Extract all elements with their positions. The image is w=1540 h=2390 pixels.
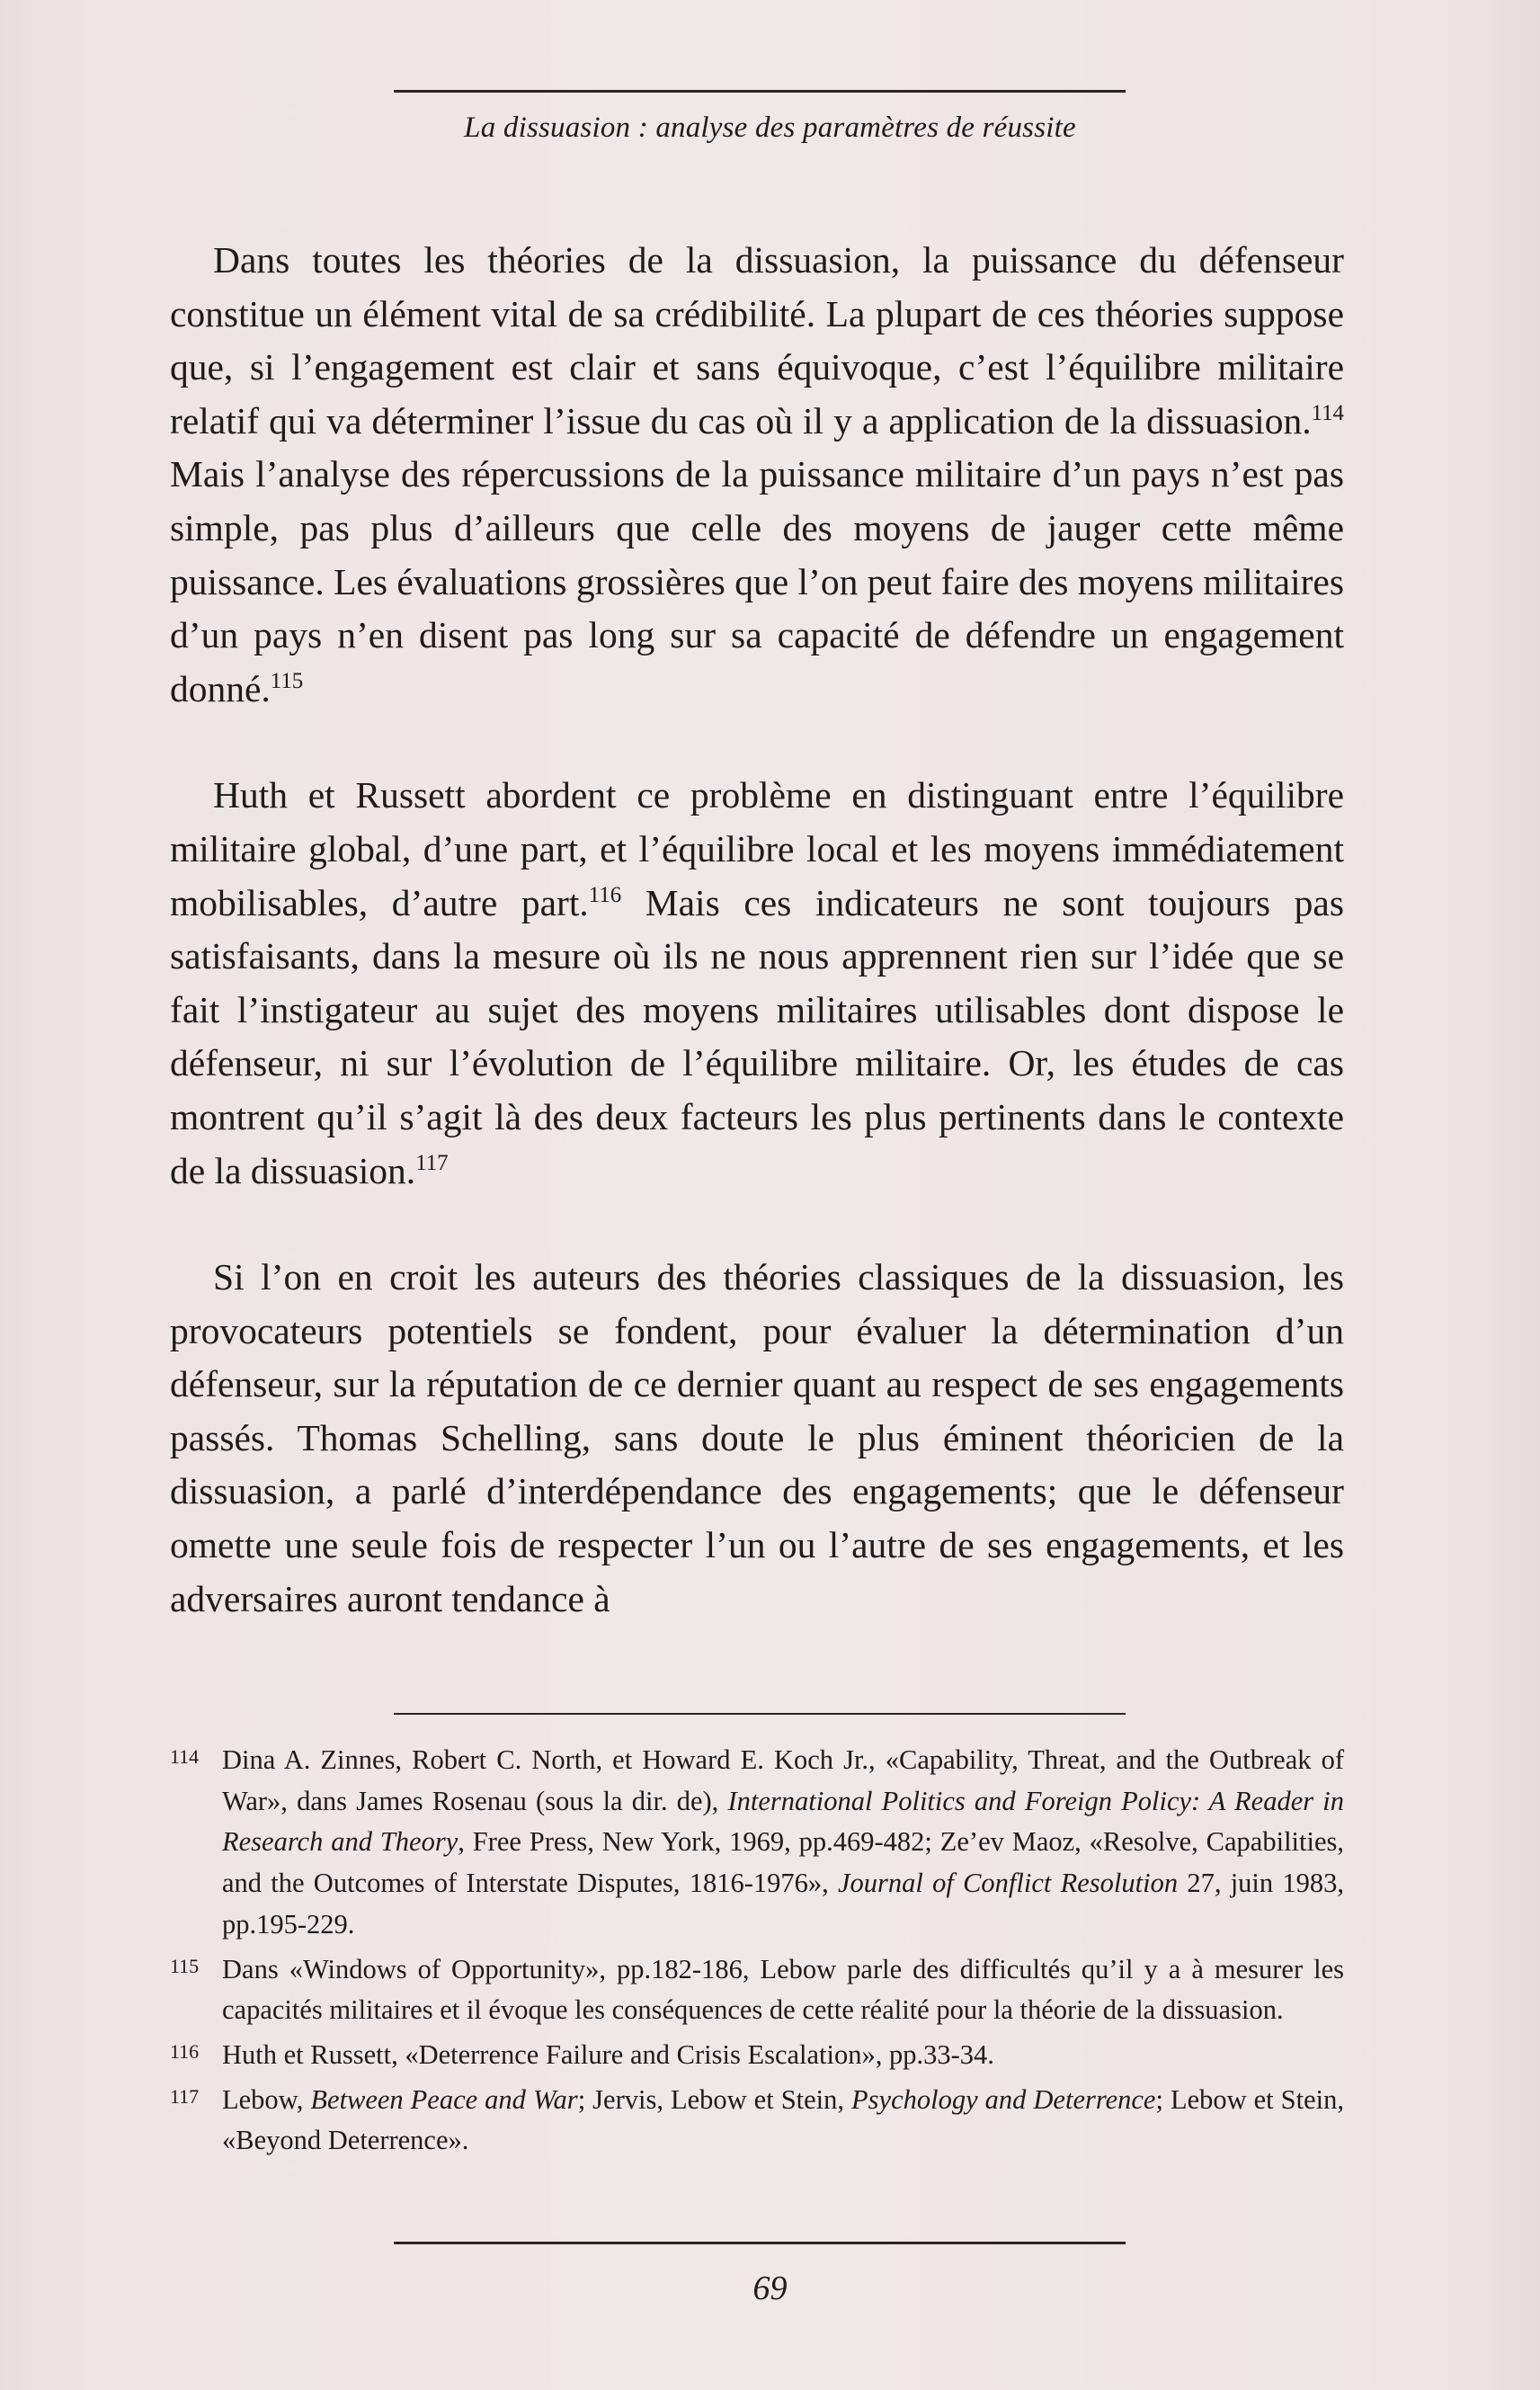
- footnote-number: 117: [170, 2084, 200, 2108]
- footnote-number: 114: [170, 1745, 200, 1768]
- footnote-text: 27, juin 1983, pp.195-229.: [222, 1868, 1345, 1940]
- footnote-116: [170, 2035, 1344, 2076]
- paragraph-text: Mais ces indicateurs ne sont toujours pas satisfaisants, dans la mesure où ils ne nous apprennent rien sur l’idée que se fait l’instigateur au sujet des moyens militaires utilisables dont dispose le défenseur, ni sur l’évolution de l’équilibre militaire. Or, les études de cas montrent qu’il s’agit là des deux facteurs les plus pertinents dans le contexte de la dissuasion.: [170, 881, 1344, 1191]
- footnote-number: 116: [170, 2039, 200, 2063]
- footnote-text: Dans «Windows of Opportunity», pp.182-186, Lebow parle des difficultés qu’il y a à mesurer les capacités militaires et il évoque les conséquences de cette réalité pour la théorie de la dissuasion.: [222, 1953, 1344, 2026]
- footnote-ref[interactable]: 115: [270, 668, 304, 693]
- page-number: 69: [752, 2270, 788, 2307]
- footnote-text: Dina A. Zinnes, Robert C. North, et Howard E. Koch Jr., «Capability, Threat, and the Outbreak of War», dans James Rosenau (sous la dir. de),: [222, 1744, 1344, 1816]
- body-text: [170, 234, 1344, 1626]
- paragraph-text: Dans toutes les théories de la dissuasion, la puissance du défenseur constitue un élément vital de sa crédibilité. La plupart de ces théories suppose que, si l’engagement est clair et sans équivoque, c’est l’équilibre militaire relatif qui va déterminer l’issue du cas où il y a application de la dissuasion.: [170, 239, 1344, 441]
- footnote-text: ; Lebow et Stein, «Beyond Deterrence».: [222, 2083, 1344, 2156]
- paragraph-2: [170, 769, 1344, 1198]
- paragraph-1: [170, 234, 1344, 716]
- footnote-117: [170, 2080, 1344, 2162]
- footnote-title: Psychology and Deterrence: [851, 2083, 1156, 2115]
- footnote-rule: [394, 1713, 1126, 1715]
- footnote-title: Journal of Conflict Resolution: [837, 1868, 1179, 1899]
- footnote-115: [170, 1949, 1344, 2031]
- running-head: La dissuasion : analyse des paramètres de réussite: [464, 111, 1076, 144]
- footnote-title: Between Peace and War: [310, 2083, 578, 2115]
- footnote-text: ; Jervis, Lebow et Stein,: [577, 2083, 852, 2115]
- footnotes: [170, 1740, 1344, 2165]
- paragraph-3: [170, 1251, 1344, 1626]
- paragraph-text: Huth et Russett abordent ce problème en distinguant entre l’équilibre militaire global, d’une part, et l’équilibre local et les moyens immédiatement mobilisables, d’autre part.: [170, 774, 1344, 923]
- paragraph-text: Mais l’analyse des répercussions de la puissance militaire d’un pays n’est pas simple, pas plus d’ailleurs que celle des moyens de jauger cette même puissance. Les évaluations grossières que l’on peut faire des moyens militaires d’un pays n’en disent pas long sur sa capacité de défendre un engagement donné.: [170, 453, 1344, 709]
- footnote-ref[interactable]: 114: [1311, 400, 1344, 425]
- footer-rule: [394, 2242, 1126, 2244]
- footnote-ref[interactable]: 116: [588, 882, 622, 907]
- paragraph-text: Si l’on en croit les auteurs des théories classiques de la dissuasion, les provocateurs potentiels se fondent, pour évaluer la détermination d’un défenseur, sur la réputation de ce dernier quant au respect de ses engagements passés. Thomas Schelling, sans doute le plus éminent théoricien de la dissuasion, a parlé d’interdépendance des engagements; que le défenseur omette une seule fois de respecter l’un ou l’autre de ses engagements, et les adversaires auront tendance à: [170, 1256, 1344, 1619]
- footnote-text: Lebow,: [222, 2083, 311, 2115]
- footnote-text: , Free Press, New York, 1969, pp.469-482; Ze’ev Maoz, «Resolve, Capabilities, and the Outcomes of Interstate Disputes, 1816-1976»,: [222, 1826, 1344, 1899]
- footnote-number: 115: [170, 1954, 200, 1977]
- footnote-114: [170, 1740, 1344, 1946]
- footnote-title: International Politics and Foreign Policy: A Reader in Research and Theory: [222, 1785, 1344, 1858]
- header-rule: [394, 90, 1126, 93]
- footnote-text: Huth et Russett, «Deterrence Failure and Crisis Escalation», pp.33-34.: [222, 2038, 994, 2070]
- footnote-ref[interactable]: 117: [415, 1150, 449, 1175]
